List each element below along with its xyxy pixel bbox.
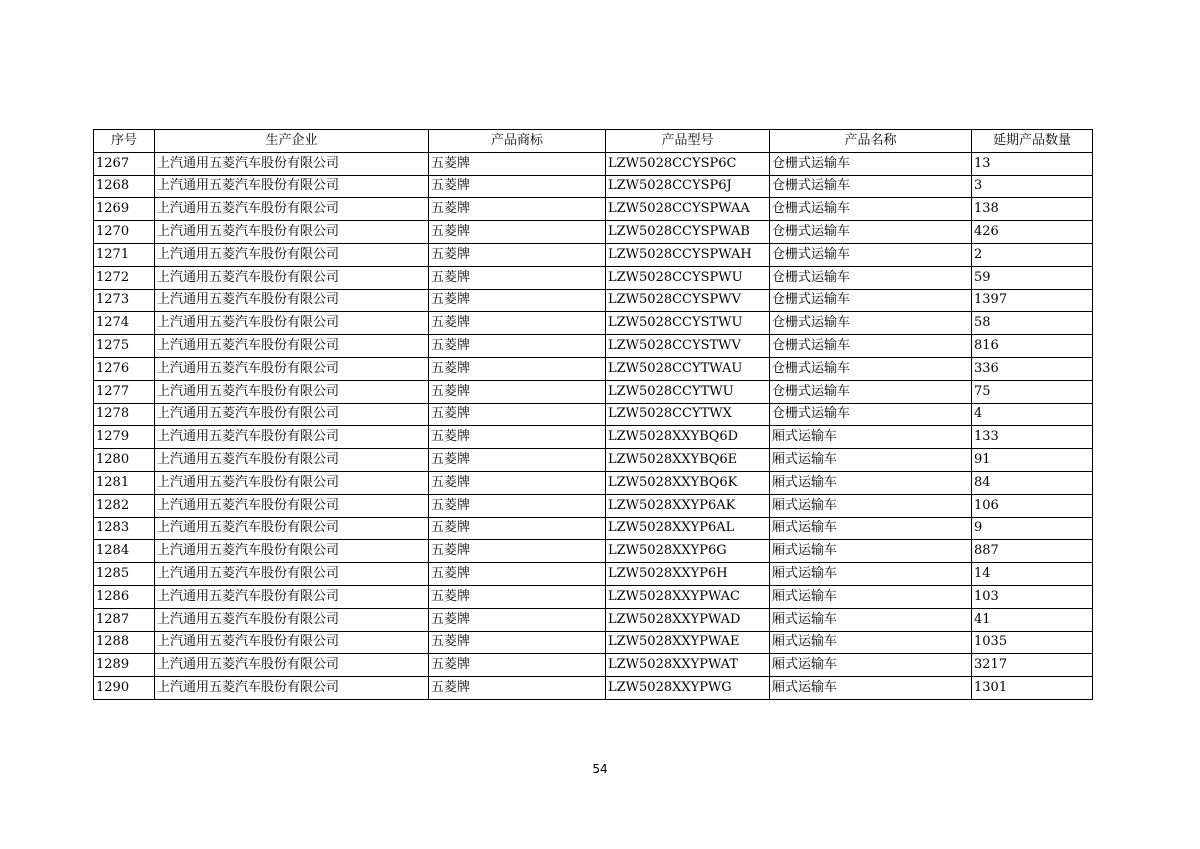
cell-model: LZW5028XXYPWAT bbox=[606, 654, 770, 677]
cell-brand: 五菱牌 bbox=[429, 494, 606, 517]
table-row bbox=[94, 380, 1093, 403]
cell-product-name: 厢式运输车 bbox=[770, 471, 972, 494]
cell-product-name: 厢式运输车 bbox=[770, 608, 972, 631]
cell-extension-quantity: 13 bbox=[972, 152, 1093, 175]
cell-model: LZW5028XXYBQ6E bbox=[606, 449, 770, 472]
cell-extension-quantity: 1397 bbox=[972, 289, 1093, 312]
cell-model: LZW5028CCYSP6J bbox=[606, 175, 770, 198]
cell-model: LZW5028XXYBQ6D bbox=[606, 426, 770, 449]
cell-serial-number: 1271 bbox=[94, 243, 155, 266]
cell-extension-quantity: 4 bbox=[972, 403, 1093, 426]
cell-serial-number: 1280 bbox=[94, 449, 155, 472]
cell-manufacturer: 上汽通用五菱汽车股份有限公司 bbox=[155, 152, 429, 175]
cell-extension-quantity: 41 bbox=[972, 608, 1093, 631]
cell-brand: 五菱牌 bbox=[429, 608, 606, 631]
table-row bbox=[94, 152, 1093, 175]
cell-extension-quantity: 9 bbox=[972, 517, 1093, 540]
cell-manufacturer: 上汽通用五菱汽车股份有限公司 bbox=[155, 289, 429, 312]
cell-extension-quantity: 91 bbox=[972, 449, 1093, 472]
table-row bbox=[94, 677, 1093, 700]
cell-product-name: 厢式运输车 bbox=[770, 563, 972, 586]
table-row bbox=[94, 198, 1093, 221]
table-row bbox=[94, 631, 1093, 654]
cell-serial-number: 1279 bbox=[94, 426, 155, 449]
cell-manufacturer: 上汽通用五菱汽车股份有限公司 bbox=[155, 654, 429, 677]
cell-model: LZW5028XXYPWAD bbox=[606, 608, 770, 631]
cell-manufacturer: 上汽通用五菱汽车股份有限公司 bbox=[155, 335, 429, 358]
cell-product-name: 厢式运输车 bbox=[770, 426, 972, 449]
page-number: 54 bbox=[592, 762, 608, 776]
table-body bbox=[94, 152, 1093, 699]
cell-extension-quantity: 816 bbox=[972, 335, 1093, 358]
cell-brand: 五菱牌 bbox=[429, 357, 606, 380]
cell-serial-number: 1272 bbox=[94, 266, 155, 289]
cell-product-name: 仓栅式运输车 bbox=[770, 289, 972, 312]
cell-serial-number: 1286 bbox=[94, 585, 155, 608]
cell-brand: 五菱牌 bbox=[429, 471, 606, 494]
cell-manufacturer: 上汽通用五菱汽车股份有限公司 bbox=[155, 266, 429, 289]
table-row bbox=[94, 585, 1093, 608]
cell-serial-number: 1284 bbox=[94, 540, 155, 563]
table-row bbox=[94, 289, 1093, 312]
cell-model: LZW5028XXYP6AL bbox=[606, 517, 770, 540]
cell-product-name: 仓栅式运输车 bbox=[770, 312, 972, 335]
cell-extension-quantity: 84 bbox=[972, 471, 1093, 494]
cell-brand: 五菱牌 bbox=[429, 175, 606, 198]
cell-extension-quantity: 887 bbox=[972, 540, 1093, 563]
cell-extension-quantity: 106 bbox=[972, 494, 1093, 517]
cell-product-name: 仓栅式运输车 bbox=[770, 221, 972, 244]
cell-model: LZW5028XXYP6G bbox=[606, 540, 770, 563]
cell-brand: 五菱牌 bbox=[429, 335, 606, 358]
cell-extension-quantity: 59 bbox=[972, 266, 1093, 289]
cell-model: LZW5028CCYSPWV bbox=[606, 289, 770, 312]
cell-manufacturer: 上汽通用五菱汽车股份有限公司 bbox=[155, 631, 429, 654]
header-serial-number: 序号 bbox=[94, 130, 155, 153]
cell-brand: 五菱牌 bbox=[429, 198, 606, 221]
cell-model: LZW5028CCYSTWU bbox=[606, 312, 770, 335]
cell-product-name: 仓栅式运输车 bbox=[770, 243, 972, 266]
cell-manufacturer: 上汽通用五菱汽车股份有限公司 bbox=[155, 608, 429, 631]
table-row bbox=[94, 403, 1093, 426]
cell-brand: 五菱牌 bbox=[429, 380, 606, 403]
cell-brand: 五菱牌 bbox=[429, 654, 606, 677]
cell-product-name: 厢式运输车 bbox=[770, 585, 972, 608]
cell-model: LZW5028XXYPWG bbox=[606, 677, 770, 700]
cell-extension-quantity: 426 bbox=[972, 221, 1093, 244]
cell-extension-quantity: 3217 bbox=[972, 654, 1093, 677]
cell-model: LZW5028CCYSPWAB bbox=[606, 221, 770, 244]
cell-brand: 五菱牌 bbox=[429, 312, 606, 335]
cell-extension-quantity: 133 bbox=[972, 426, 1093, 449]
cell-model: LZW5028CCYTWU bbox=[606, 380, 770, 403]
cell-manufacturer: 上汽通用五菱汽车股份有限公司 bbox=[155, 198, 429, 221]
table-row bbox=[94, 494, 1093, 517]
cell-brand: 五菱牌 bbox=[429, 243, 606, 266]
cell-product-name: 厢式运输车 bbox=[770, 654, 972, 677]
cell-extension-quantity: 336 bbox=[972, 357, 1093, 380]
table-row bbox=[94, 563, 1093, 586]
cell-brand: 五菱牌 bbox=[429, 631, 606, 654]
cell-brand: 五菱牌 bbox=[429, 563, 606, 586]
cell-model: LZW5028XXYPWAC bbox=[606, 585, 770, 608]
cell-serial-number: 1277 bbox=[94, 380, 155, 403]
cell-model: LZW5028XXYPWAE bbox=[606, 631, 770, 654]
cell-serial-number: 1274 bbox=[94, 312, 155, 335]
table-row bbox=[94, 312, 1093, 335]
table-row bbox=[94, 471, 1093, 494]
cell-serial-number: 1267 bbox=[94, 152, 155, 175]
cell-brand: 五菱牌 bbox=[429, 289, 606, 312]
cell-brand: 五菱牌 bbox=[429, 585, 606, 608]
cell-serial-number: 1285 bbox=[94, 563, 155, 586]
cell-model: LZW5028CCYSTWV bbox=[606, 335, 770, 358]
table-row bbox=[94, 654, 1093, 677]
cell-model: LZW5028CCYSP6C bbox=[606, 152, 770, 175]
cell-manufacturer: 上汽通用五菱汽车股份有限公司 bbox=[155, 357, 429, 380]
header-model: 产品型号 bbox=[606, 130, 770, 153]
cell-manufacturer: 上汽通用五菱汽车股份有限公司 bbox=[155, 540, 429, 563]
cell-extension-quantity: 103 bbox=[972, 585, 1093, 608]
cell-model: LZW5028CCYTWAU bbox=[606, 357, 770, 380]
cell-product-name: 仓栅式运输车 bbox=[770, 152, 972, 175]
cell-manufacturer: 上汽通用五菱汽车股份有限公司 bbox=[155, 494, 429, 517]
table-row bbox=[94, 608, 1093, 631]
cell-brand: 五菱牌 bbox=[429, 449, 606, 472]
cell-manufacturer: 上汽通用五菱汽车股份有限公司 bbox=[155, 585, 429, 608]
table-row bbox=[94, 426, 1093, 449]
cell-manufacturer: 上汽通用五菱汽车股份有限公司 bbox=[155, 380, 429, 403]
cell-product-name: 厢式运输车 bbox=[770, 677, 972, 700]
extension-products-table bbox=[93, 129, 1093, 700]
table-row bbox=[94, 357, 1093, 380]
table-row bbox=[94, 266, 1093, 289]
cell-product-name: 仓栅式运输车 bbox=[770, 403, 972, 426]
cell-manufacturer: 上汽通用五菱汽车股份有限公司 bbox=[155, 426, 429, 449]
cell-extension-quantity: 14 bbox=[972, 563, 1093, 586]
cell-product-name: 厢式运输车 bbox=[770, 494, 972, 517]
cell-manufacturer: 上汽通用五菱汽车股份有限公司 bbox=[155, 677, 429, 700]
header-manufacturer: 生产企业 bbox=[155, 130, 429, 153]
table-row bbox=[94, 175, 1093, 198]
cell-product-name: 仓栅式运输车 bbox=[770, 380, 972, 403]
cell-manufacturer: 上汽通用五菱汽车股份有限公司 bbox=[155, 471, 429, 494]
table-row bbox=[94, 335, 1093, 358]
cell-serial-number: 1290 bbox=[94, 677, 155, 700]
cell-manufacturer: 上汽通用五菱汽车股份有限公司 bbox=[155, 312, 429, 335]
cell-manufacturer: 上汽通用五菱汽车股份有限公司 bbox=[155, 517, 429, 540]
cell-product-name: 仓栅式运输车 bbox=[770, 198, 972, 221]
cell-extension-quantity: 3 bbox=[972, 175, 1093, 198]
cell-model: LZW5028CCYTWX bbox=[606, 403, 770, 426]
cell-serial-number: 1281 bbox=[94, 471, 155, 494]
cell-serial-number: 1289 bbox=[94, 654, 155, 677]
cell-serial-number: 1276 bbox=[94, 357, 155, 380]
header-extension-quantity: 延期产品数量 bbox=[972, 130, 1093, 153]
cell-brand: 五菱牌 bbox=[429, 266, 606, 289]
cell-serial-number: 1269 bbox=[94, 198, 155, 221]
header-brand: 产品商标 bbox=[429, 130, 606, 153]
cell-serial-number: 1287 bbox=[94, 608, 155, 631]
cell-brand: 五菱牌 bbox=[429, 221, 606, 244]
cell-model: LZW5028XXYBQ6K bbox=[606, 471, 770, 494]
table-row bbox=[94, 221, 1093, 244]
cell-product-name: 厢式运输车 bbox=[770, 631, 972, 654]
table-header-row bbox=[94, 130, 1093, 153]
cell-product-name: 仓栅式运输车 bbox=[770, 357, 972, 380]
cell-product-name: 厢式运输车 bbox=[770, 517, 972, 540]
cell-manufacturer: 上汽通用五菱汽车股份有限公司 bbox=[155, 403, 429, 426]
table-row bbox=[94, 449, 1093, 472]
cell-serial-number: 1288 bbox=[94, 631, 155, 654]
cell-model: LZW5028XXYP6H bbox=[606, 563, 770, 586]
cell-extension-quantity: 1035 bbox=[972, 631, 1093, 654]
cell-extension-quantity: 2 bbox=[972, 243, 1093, 266]
cell-brand: 五菱牌 bbox=[429, 517, 606, 540]
cell-serial-number: 1275 bbox=[94, 335, 155, 358]
cell-extension-quantity: 1301 bbox=[972, 677, 1093, 700]
cell-product-name: 厢式运输车 bbox=[770, 449, 972, 472]
cell-serial-number: 1278 bbox=[94, 403, 155, 426]
cell-model: LZW5028CCYSPWU bbox=[606, 266, 770, 289]
cell-serial-number: 1273 bbox=[94, 289, 155, 312]
table-row bbox=[94, 517, 1093, 540]
cell-manufacturer: 上汽通用五菱汽车股份有限公司 bbox=[155, 449, 429, 472]
cell-product-name: 仓栅式运输车 bbox=[770, 266, 972, 289]
cell-model: LZW5028CCYSPWAA bbox=[606, 198, 770, 221]
cell-manufacturer: 上汽通用五菱汽车股份有限公司 bbox=[155, 175, 429, 198]
cell-brand: 五菱牌 bbox=[429, 152, 606, 175]
cell-serial-number: 1270 bbox=[94, 221, 155, 244]
cell-product-name: 仓栅式运输车 bbox=[770, 175, 972, 198]
cell-model: LZW5028XXYP6AK bbox=[606, 494, 770, 517]
cell-product-name: 仓栅式运输车 bbox=[770, 335, 972, 358]
cell-serial-number: 1268 bbox=[94, 175, 155, 198]
cell-brand: 五菱牌 bbox=[429, 540, 606, 563]
cell-product-name: 厢式运输车 bbox=[770, 540, 972, 563]
cell-manufacturer: 上汽通用五菱汽车股份有限公司 bbox=[155, 243, 429, 266]
cell-brand: 五菱牌 bbox=[429, 403, 606, 426]
cell-manufacturer: 上汽通用五菱汽车股份有限公司 bbox=[155, 563, 429, 586]
cell-serial-number: 1283 bbox=[94, 517, 155, 540]
table-row bbox=[94, 243, 1093, 266]
cell-extension-quantity: 138 bbox=[972, 198, 1093, 221]
table-row bbox=[94, 540, 1093, 563]
cell-extension-quantity: 75 bbox=[972, 380, 1093, 403]
header-product-name: 产品名称 bbox=[770, 130, 972, 153]
cell-brand: 五菱牌 bbox=[429, 426, 606, 449]
cell-brand: 五菱牌 bbox=[429, 677, 606, 700]
cell-serial-number: 1282 bbox=[94, 494, 155, 517]
cell-extension-quantity: 58 bbox=[972, 312, 1093, 335]
cell-model: LZW5028CCYSPWAH bbox=[606, 243, 770, 266]
cell-manufacturer: 上汽通用五菱汽车股份有限公司 bbox=[155, 221, 429, 244]
